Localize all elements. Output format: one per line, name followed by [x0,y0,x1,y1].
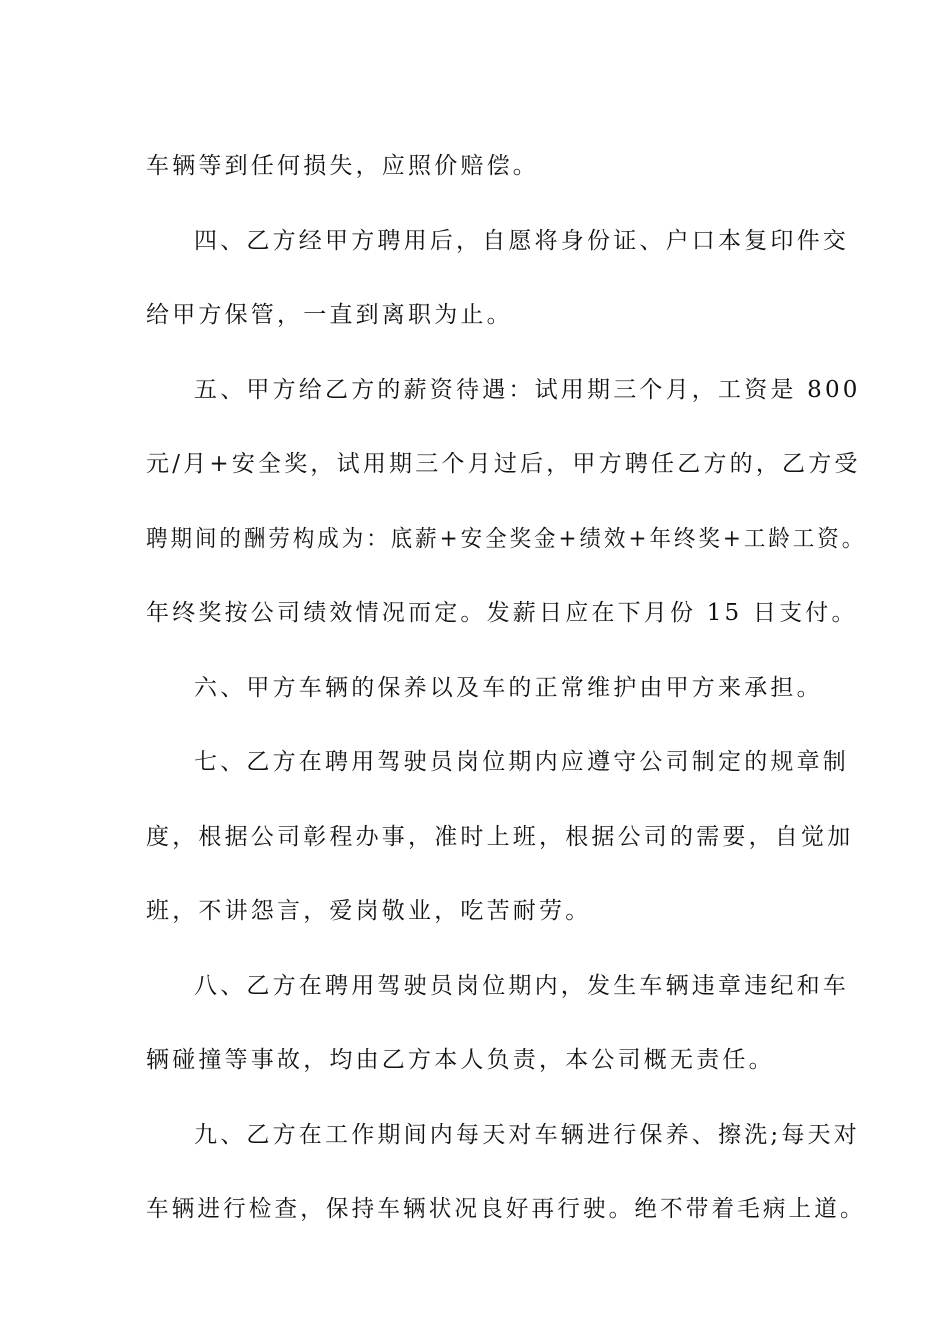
document-body [146,129,867,1247]
text-line-1: 车辆等到任何损失，应照价赔偿。 [146,153,539,179]
text-line-15: 车辆进行检查，保持车辆状况良好再行驶。绝不带着毛病上道。 [146,1196,866,1222]
text-line-10: 度，根据公司彰程办事，准时上班，根据公司的需要，自觉加 [146,823,854,850]
text-line-14: 九、乙方在工作期间内每天对车辆进行保养、擦洗;每天对 [194,1121,860,1148]
text-line-6: 聘期间的酬劳构成为：底薪+安全奖金+绩效+年终奖+工龄工资。 [146,525,867,552]
text-line-7: 年终奖按公司绩效情况而定。发薪日应在下月份 15 日支付。 [146,600,858,626]
text-line-11: 班，不讲怨言，爱岗敬业，吃苦耐劳。 [146,898,592,924]
text-line-4: 五、甲方给乙方的薪资待遇：试用期三个月，工资是 800 [194,376,861,403]
text-line-2: 四、乙方经甲方聘用后，自愿将身份证、户口本复印件交 [194,227,849,254]
text-line-3: 给甲方保管，一直到离职为止。 [146,302,513,328]
text-line-13: 辆碰撞等事故，均由乙方本人负责，本公司概无责任。 [146,1047,775,1073]
text-line-9: 七、乙方在聘用驾驶员岗位期内应遵守公司制定的规章制 [194,749,849,775]
text-line-12: 八、乙方在聘用驾驶员岗位期内，发生车辆违章违纪和车 [194,972,849,999]
text-line-5: 元/月+安全奖，试用期三个月过后，甲方聘任乙方的，乙方受 [146,451,861,477]
text-line-8: 六、甲方车辆的保养以及车的正常维护由甲方来承担。 [194,674,823,701]
